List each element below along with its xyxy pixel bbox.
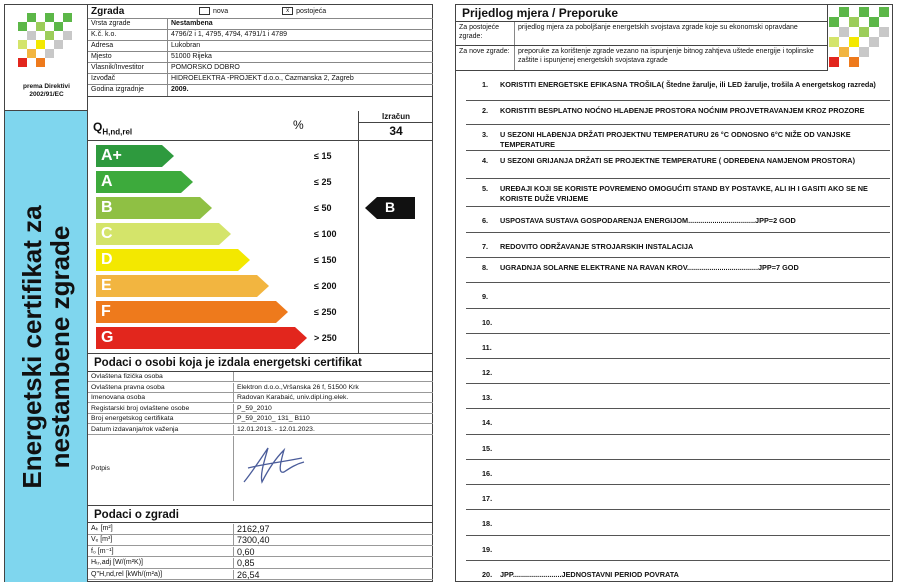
person-key: Datum izdavanja/rok važenja bbox=[88, 425, 234, 434]
measure-item bbox=[466, 563, 890, 579]
q-label: $Q_{H,nd,rel}$ bbox=[93, 120, 133, 137]
sidebar-title bbox=[18, 117, 74, 577]
person-key: Registarski broj ovlaštene osobe bbox=[88, 404, 234, 413]
building-key: f₀ [m⁻¹] bbox=[88, 547, 234, 557]
energy-class-c: C bbox=[96, 223, 113, 245]
measure-item bbox=[466, 512, 890, 536]
person-row bbox=[88, 404, 433, 414]
measure-item bbox=[466, 77, 890, 101]
measure-item bbox=[466, 386, 890, 409]
measure-number: 6. bbox=[482, 216, 489, 225]
measure-text: JPP........................JEDNOSTAVNI PERIOD POVRATA bbox=[500, 570, 679, 579]
header-row bbox=[88, 30, 433, 41]
measure-item bbox=[466, 285, 890, 309]
izracun-value: 34 bbox=[389, 124, 403, 138]
izracun-cell bbox=[358, 111, 433, 141]
person-row bbox=[88, 393, 433, 403]
header-key: Izvođač bbox=[88, 74, 168, 84]
building-value: 0,85 bbox=[237, 558, 255, 569]
measure-item bbox=[466, 437, 890, 460]
building-key: Aₖ [m²] bbox=[88, 524, 234, 534]
person-key: Ovlaštena pravna osoba bbox=[88, 383, 234, 392]
header-value: Nestambena bbox=[171, 20, 213, 27]
rec-key: Za nove zgrade: bbox=[456, 46, 515, 70]
measure-text: U SEZONI HLAĐENJA DRŽATI PROJEKTNU TEMPERATURU 26 °C ODNOSNO 6°C NIŽE OD VANJSKE TEMPERATURE bbox=[500, 130, 851, 149]
class-threshold: ≤ 25 bbox=[314, 177, 332, 187]
existing-buildings-row bbox=[456, 22, 828, 46]
measure-text bbox=[484, 311, 882, 318]
person-key: Ovlaštena fizička osoba bbox=[88, 372, 234, 381]
building-section-title: Podaci o zgradi bbox=[88, 505, 433, 523]
header-title-row bbox=[88, 5, 433, 19]
rec-value: preporuke za korištenje zgrade vezano na ispunjenje bitnog zahtjeva uštede energije i toplinske zaštite i ispunjenej energetskih svojstava zgrade bbox=[518, 48, 814, 64]
measure-item bbox=[466, 260, 890, 283]
energy-class-aplus: A+ bbox=[96, 145, 122, 167]
postojeca-checkbox[interactable]: x bbox=[282, 7, 293, 15]
measure-number: 16. bbox=[482, 469, 493, 478]
person-row bbox=[88, 414, 433, 424]
measure-text bbox=[484, 462, 882, 469]
measure-number: 11. bbox=[482, 343, 492, 352]
sidebar-title-line1: Energetski certifikat za bbox=[17, 205, 47, 489]
person-value bbox=[234, 372, 433, 381]
measure-text bbox=[484, 538, 882, 545]
building-key: Hₜᵣ,adj [W/(m²K)] bbox=[88, 558, 234, 568]
class-threshold: ≤ 15 bbox=[314, 151, 332, 161]
measure-item bbox=[466, 462, 890, 485]
class-threshold: ≤ 200 bbox=[314, 281, 337, 291]
measure-text: UREĐAJI KOJI SE KORISTE POVREMENO OMOGUĆITI STAND BY POSTAVKE, ALI IH I GASITI AKO SE NE KORISTE DUŽE VRIJEME bbox=[500, 184, 868, 203]
measure-number: 3. bbox=[482, 130, 489, 139]
rec-key: Za postojeće zgrade: bbox=[456, 22, 515, 45]
header-key: Mjesto bbox=[88, 52, 168, 62]
measure-text: U SEZONI GRIJANJA DRŽATI SE PROJEKTNE TEMPERATURE ( ODREĐENA NAMJENOM PROSTORA) bbox=[500, 156, 856, 165]
checker-logo-icon bbox=[15, 13, 77, 75]
energy-class-d: D bbox=[96, 249, 113, 271]
measure-item bbox=[466, 127, 890, 151]
header-value: 2009. bbox=[171, 86, 189, 93]
person-value: Elektron d.o.o.,Vršanska 26 f, 51500 Krk bbox=[237, 383, 359, 391]
measure-item bbox=[466, 209, 890, 233]
building-row bbox=[88, 524, 433, 535]
building-row bbox=[88, 570, 433, 581]
measure-number: 20. bbox=[482, 570, 493, 579]
header-row bbox=[88, 52, 433, 63]
izracun-label: Izračun bbox=[359, 111, 433, 123]
energy-class-e: E bbox=[96, 275, 112, 297]
header-title: Zgrada bbox=[91, 6, 125, 17]
energy-class-a: A bbox=[96, 171, 113, 193]
building-value: 0,60 bbox=[237, 546, 255, 557]
person-section-title: Podaci o osobi koja je izdala energetski certifikat bbox=[88, 354, 433, 372]
energy-class-g: G bbox=[96, 327, 113, 349]
measure-number: 2. bbox=[482, 106, 489, 115]
building-key: Vₑ [m³] bbox=[88, 535, 234, 545]
building-key: Q''H,nd,rel [kWh/(m²a)] bbox=[88, 570, 234, 580]
person-value: Radovan Karabaić, univ.dipl.ing.elek. bbox=[237, 394, 349, 402]
measure-number: 10. bbox=[482, 318, 493, 327]
energy-class-b: B bbox=[96, 197, 113, 219]
class-threshold: ≤ 250 bbox=[314, 307, 337, 317]
postojeca-label: postojeća bbox=[296, 8, 327, 15]
measure-number: 19. bbox=[482, 545, 493, 554]
header-key: K.č. k.o. bbox=[88, 30, 168, 40]
measure-item bbox=[466, 153, 890, 179]
header-value: POMORSKO DOBRO bbox=[171, 64, 240, 71]
measure-text: USPOSTAVA SUSTAVA GOSPODARENJA ENERGIJOM.................................JPP=2 GOD bbox=[500, 216, 796, 225]
measure-text bbox=[484, 487, 882, 494]
q-unit: % bbox=[293, 118, 304, 132]
building-value: 2162,97 bbox=[237, 524, 270, 534]
header-row bbox=[88, 19, 433, 30]
measure-item bbox=[466, 361, 890, 384]
measure-text bbox=[484, 512, 882, 519]
measure-number: 14. bbox=[482, 418, 493, 427]
building-row bbox=[88, 558, 433, 569]
measure-number: 5. bbox=[482, 184, 489, 193]
measure-text: UGRADNJA SOLARNE ELEKTRANE NA RAVAN KROV...................................JPP=7 GOD bbox=[500, 263, 799, 272]
measure-text bbox=[484, 386, 882, 393]
new-buildings-row bbox=[456, 46, 828, 71]
building-value: 26,54 bbox=[237, 569, 260, 580]
person-value: P_59_2010 bbox=[237, 404, 272, 412]
logo-caption-line2: 2002/91/EC bbox=[29, 91, 64, 98]
measure-item bbox=[466, 103, 890, 125]
header-row bbox=[88, 74, 433, 85]
q-indicator-row bbox=[88, 111, 433, 141]
header-value: Lukobran bbox=[171, 42, 201, 49]
person-row bbox=[88, 372, 433, 382]
checker-logo-icon bbox=[826, 5, 892, 71]
header-row bbox=[88, 63, 433, 74]
measure-item bbox=[466, 181, 890, 207]
eu-energy-logo bbox=[5, 5, 88, 111]
measure-item bbox=[466, 411, 890, 435]
person-key: Imenovana osoba bbox=[88, 393, 234, 402]
person-row bbox=[88, 425, 433, 435]
measure-number: 7. bbox=[482, 242, 489, 251]
measure-number: 17. bbox=[482, 494, 493, 503]
measure-number: 4. bbox=[482, 156, 489, 165]
recommendations-title: Prijedlog mjera / Preporuke bbox=[456, 5, 828, 22]
measure-text bbox=[484, 411, 882, 418]
measure-number: 8. bbox=[482, 263, 489, 272]
measure-text bbox=[484, 361, 882, 368]
building-row bbox=[88, 535, 433, 546]
measure-item bbox=[466, 487, 890, 510]
measure-item bbox=[466, 311, 890, 334]
certificate-sidebar bbox=[5, 111, 88, 582]
building-value: 7300,40 bbox=[237, 535, 270, 546]
person-value: P_59_2010_ 131_ B110 bbox=[237, 415, 310, 423]
header-row bbox=[88, 85, 433, 97]
certificate-page bbox=[4, 4, 433, 582]
measure-item bbox=[466, 538, 890, 561]
header-row bbox=[88, 41, 433, 52]
class-threshold: ≤ 150 bbox=[314, 255, 337, 265]
measure-text: REDOVITO ODRŽAVANJE STROJARSKIH INSTALACIJA bbox=[500, 242, 694, 251]
signature-row bbox=[88, 436, 433, 501]
measure-text bbox=[484, 336, 882, 343]
header-key: Vrsta zgrade bbox=[88, 19, 168, 29]
energy-class-f: F bbox=[96, 301, 111, 323]
nova-checkbox[interactable] bbox=[199, 7, 210, 15]
recommendations-page bbox=[455, 4, 893, 582]
header-key: Godina izgradnje bbox=[88, 85, 168, 96]
current-class-marker: B bbox=[365, 197, 415, 219]
class-threshold: ≤ 50 bbox=[314, 203, 332, 213]
measure-number: 13. bbox=[482, 393, 493, 402]
eu-energy-logo-small bbox=[826, 5, 892, 71]
potpis-label: Potpis bbox=[88, 436, 234, 501]
header-key: Vlasnik/Investitor bbox=[88, 63, 168, 73]
measure-number: 12. bbox=[482, 368, 493, 377]
measure-number: 1. bbox=[482, 80, 489, 89]
class-threshold: > 250 bbox=[314, 333, 337, 343]
energy-class-scale bbox=[88, 141, 433, 354]
logo-caption-line1: prema Direktivi bbox=[23, 83, 70, 90]
building-row bbox=[88, 547, 433, 558]
nova-label: nova bbox=[213, 8, 229, 15]
measure-item bbox=[466, 235, 890, 258]
measure-text bbox=[484, 437, 882, 444]
measure-item bbox=[466, 336, 890, 359]
sidebar-title-line2: nestambene zgrade bbox=[45, 225, 75, 469]
signature-icon bbox=[238, 442, 308, 490]
measure-number: 18. bbox=[482, 519, 493, 528]
measure-text: KORISTITI ENERGETSKE EFIKASNA TROŠILA( Štedne žarulje, ili LED žarulje, trošila A energetskog razreda) bbox=[500, 80, 876, 89]
person-row bbox=[88, 383, 433, 393]
building-header-table bbox=[88, 5, 433, 111]
person-value: 12.01.2013. - 12.01.2023. bbox=[237, 426, 315, 433]
class-threshold: ≤ 100 bbox=[314, 229, 337, 239]
measure-text bbox=[484, 285, 882, 292]
measure-number: 9. bbox=[482, 292, 489, 301]
measure-text: KORISTITI BESPLATNO NOĆNO HLAĐENJE PROSTORA NOĆNIM PROJVETRAVANJEM KROZ PROZORE bbox=[500, 106, 865, 115]
header-key: Adresa bbox=[88, 41, 168, 51]
header-value: 4796/2 i 1, 4795, 4794, 4791/1 i 4789 bbox=[171, 31, 287, 38]
header-value: HIDROELEKTRA -PROJEKT d.o.o., Čazmanska 2, Zagreb bbox=[171, 75, 354, 82]
header-value: 51000 Rijeka bbox=[171, 53, 212, 60]
person-key: Broj energetskog certifikata bbox=[88, 414, 234, 423]
rec-value: prijedlog mjera za poboljšanje energetskih svojstava zgrade koje su ekonomski opravdane bbox=[518, 24, 798, 31]
measure-number: 15. bbox=[482, 444, 493, 453]
signature bbox=[234, 436, 433, 501]
